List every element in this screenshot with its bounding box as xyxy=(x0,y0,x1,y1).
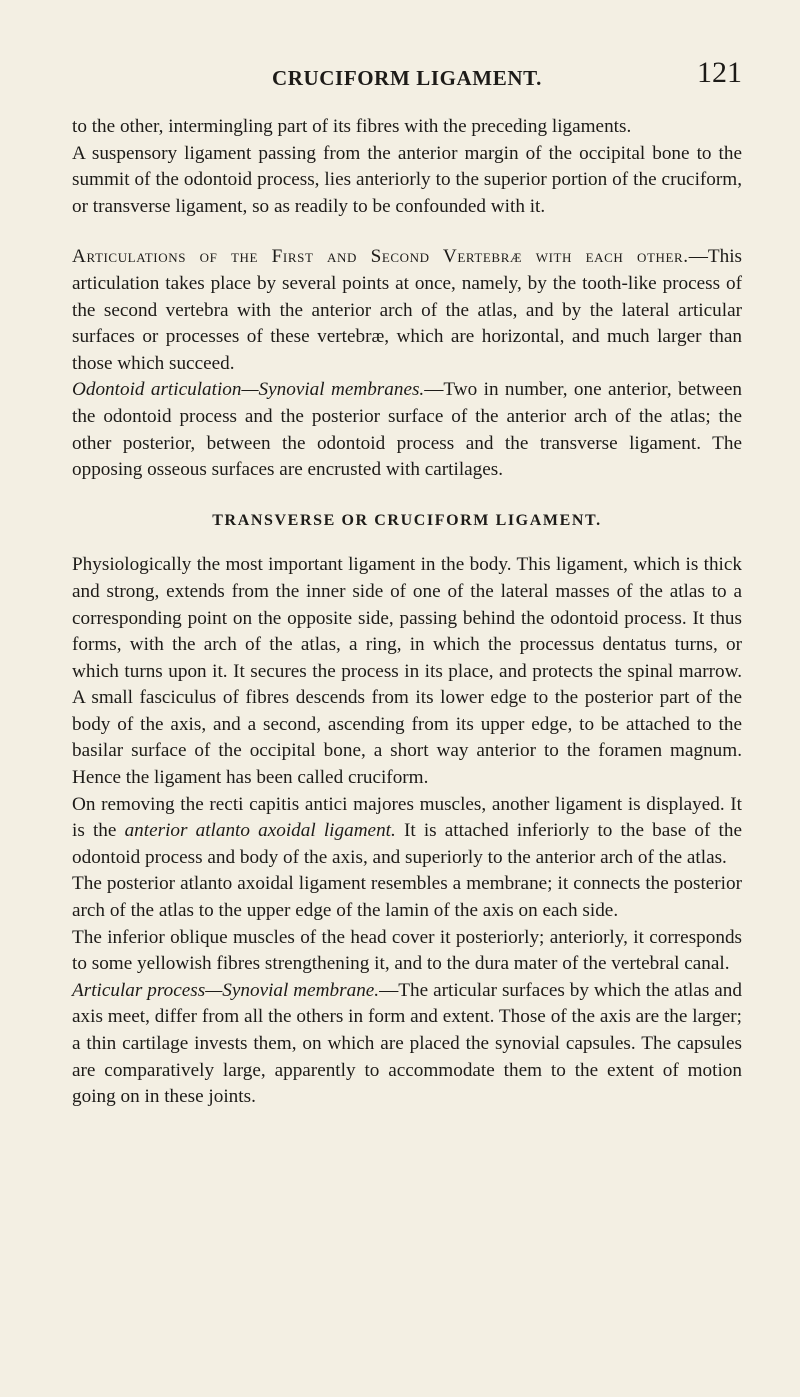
paragraph-anterior-ligament xyxy=(72,792,742,872)
paragraph-inferior-oblique xyxy=(72,925,742,978)
paragraph-text: —This articulation takes place by several points at once, namely, by the tooth-like process of the second vertebra with the anterior arch of the atlas, and by the lateral articular surfaces or processes of these vertebræ, which are horizontal, and much larger than those which succeed. xyxy=(72,246,742,374)
paragraph-text: Physiologically the most important ligament in the body. This ligament, which is thick and strong, extends from the inner side of one of the lateral masses of the atlas to a corresponding point on the opposite side, passing behind the odontoid process. It thus forms, with the arch of the atlas, a ring, in which the processus dentatus turns, or which turns upon it. It secures the process in its place, and protects the spinal marrow. A small fasciculus of fibres descends from its lower edge to the posterior part of the body of the axis, and a second, ascending from its upper edge, to be attached to the basilar surface of the occipital bone, a short way anterior to the foramen magnum. Hence the ligament has been called cruciform. xyxy=(72,554,742,789)
paragraph-text: It is attached inferiorly to the base of the odontoid process and body of the axis, and superiorly to the anterior arch of the atlas. xyxy=(72,820,742,868)
paragraph-text: —Two in number, one anterior, between the odontoid process and the posterior surface of the anterior arch of the atlas; the other posterior, between the odontoid process and the transverse ligament. The opposing osseous surfaces are encrusted with cartilages. xyxy=(72,379,742,481)
paragraph-text: On removing the recti capitis antici majores muscles, another ligament is displayed. It is the xyxy=(72,793,742,842)
page-number: 121 xyxy=(697,56,742,89)
italic-heading-inline: Articular process—Synovial membrane. xyxy=(72,979,380,1001)
paragraph-suspensory-ligament xyxy=(72,141,742,221)
page-body xyxy=(72,114,742,1111)
paragraph-posterior-ligament xyxy=(72,871,742,924)
paragraph-articulations xyxy=(72,244,742,377)
page-title: CRUCIFORM LIGAMENT. xyxy=(271,66,542,90)
paragraph-text: —The articular surfaces by which the atlas and axis meet, differ from all the others in form and extent. Those of the axis are the larger; a thin cartilage invests them, on which are placed the synovial capsules. The capsules are comparatively large, apparently to accommodate them to the extent of motion going on in these joints. xyxy=(72,979,742,1108)
paragraph-transverse-ligament xyxy=(72,552,742,791)
italic-term: anterior atlanto axoidal ligament. xyxy=(124,820,396,842)
paragraph-text: The posterior atlanto axoidal ligament resembles a membrane; it connects the posterior arch of the atlas to the upper edge of the lamin of the axis on each side. xyxy=(72,873,742,922)
paragraph-text: A suspensory ligament passing from the anterior margin of the occipital bone to the summit of the odontoid process, lies anteriorly to the superior portion of the cruciform, or transverse ligament, so as readily to be confounded with it. xyxy=(72,142,742,217)
section-title: TRANSVERSE OR CRUCIFORM LIGAMENT. xyxy=(212,511,602,529)
italic-heading-inline: Odontoid articulation—Synovial membranes. xyxy=(72,379,425,401)
section-heading-inline: Articulations of the First and Second Vertebræ with each other. xyxy=(72,246,689,268)
paragraph-continuation xyxy=(72,114,742,141)
paragraph-text: to the other, intermingling part of its fibres with the preceding ligaments. xyxy=(72,116,632,137)
paragraph-odontoid-articulation xyxy=(72,377,742,483)
paragraph-text: The inferior oblique muscles of the head cover it posteriorly; anteriorly, it corresponds to some yellowish fibres strengthening it, and to the dura mater of the vertebral canal. xyxy=(72,926,742,975)
running-head xyxy=(72,58,742,98)
paragraph-articular-process xyxy=(72,978,742,1111)
